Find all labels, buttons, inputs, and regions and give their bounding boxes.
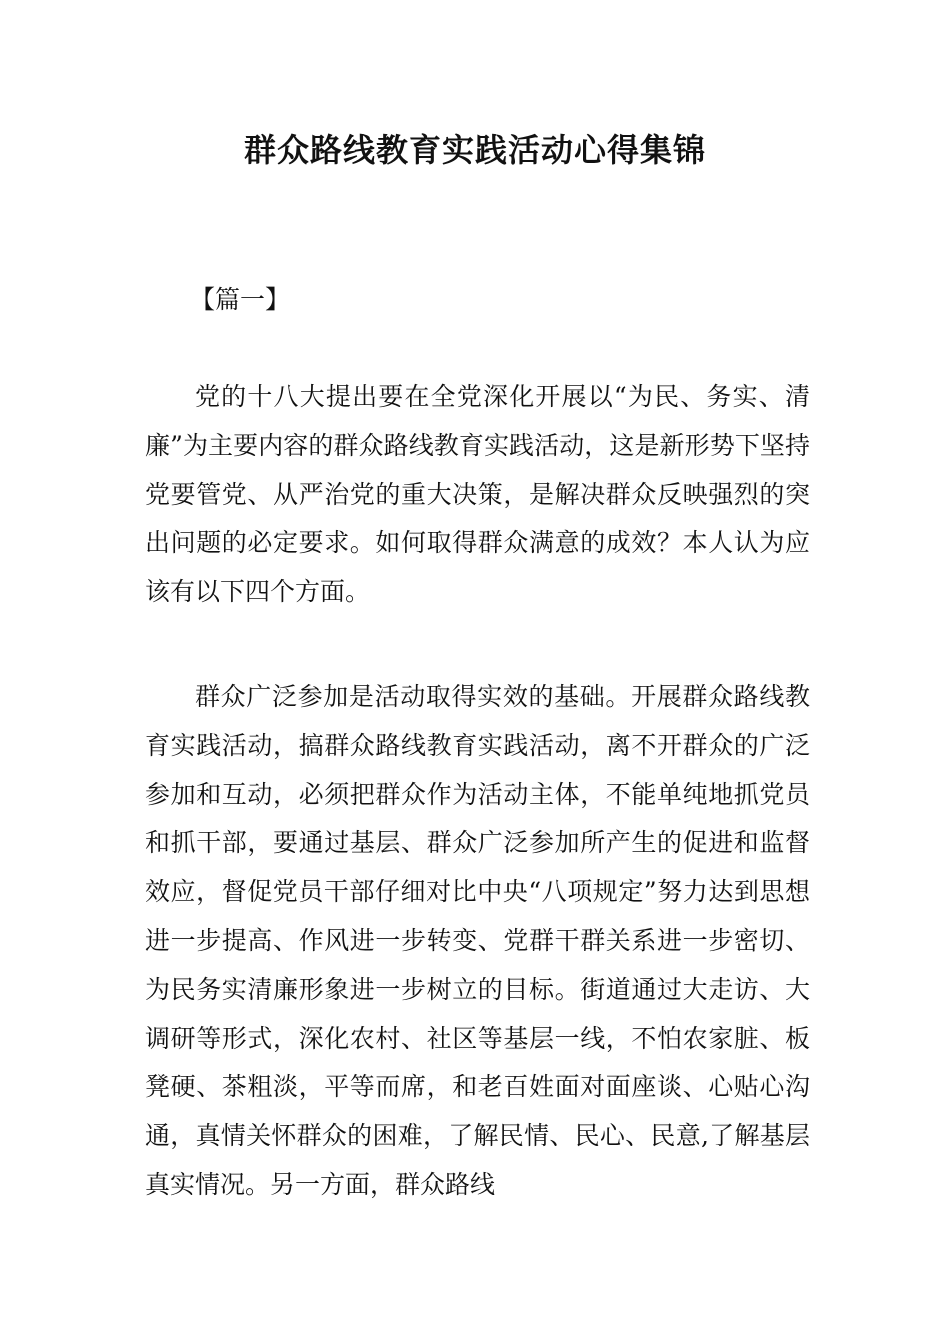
paragraph-1: 党的十八大提出要在全党深化开展以“为民、务实、清廉”为主要内容的群众路线教育实践活动，这是新形势下坚持党要管党、从严治党的重大决策，是解决群众反映强烈的突出问题的必定要求。如何取得群众满意的成效？本人认为应该有以下四个方面。 (145, 382, 810, 607)
paragraph-2: 群众广泛参加是活动取得实效的基础。开展群众路线教育实践活动，搞群众路线教育实践活动，离不开群众的广泛参加和互动，必须把群众作为活动主体，不能单纯地抓党员和抓干部，要通过基层、群众广泛参加所产生的促进和监督效应，督促党员干部仔细对比中央“八项规定”努力达到思想进一步提高、作风进一步转变、党群干群关系进一步密切、为民务实清廉形象进一步树立的目标。街道通过大走访、大调研等形式，深化农村、社区等基层一线，不怕农家脏、板凳硬、茶粗淡，平等而席，和老百姓面对面座谈、心贴心沟通，真情关怀群众的困难，了解民情、民心、民意,了解基层真实情况。另一方面，群众路线 (145, 682, 810, 1199)
section-label: 【篇一】 (190, 285, 291, 314)
document-title: 群众路线教育实践活动心得集锦 (243, 131, 706, 169)
